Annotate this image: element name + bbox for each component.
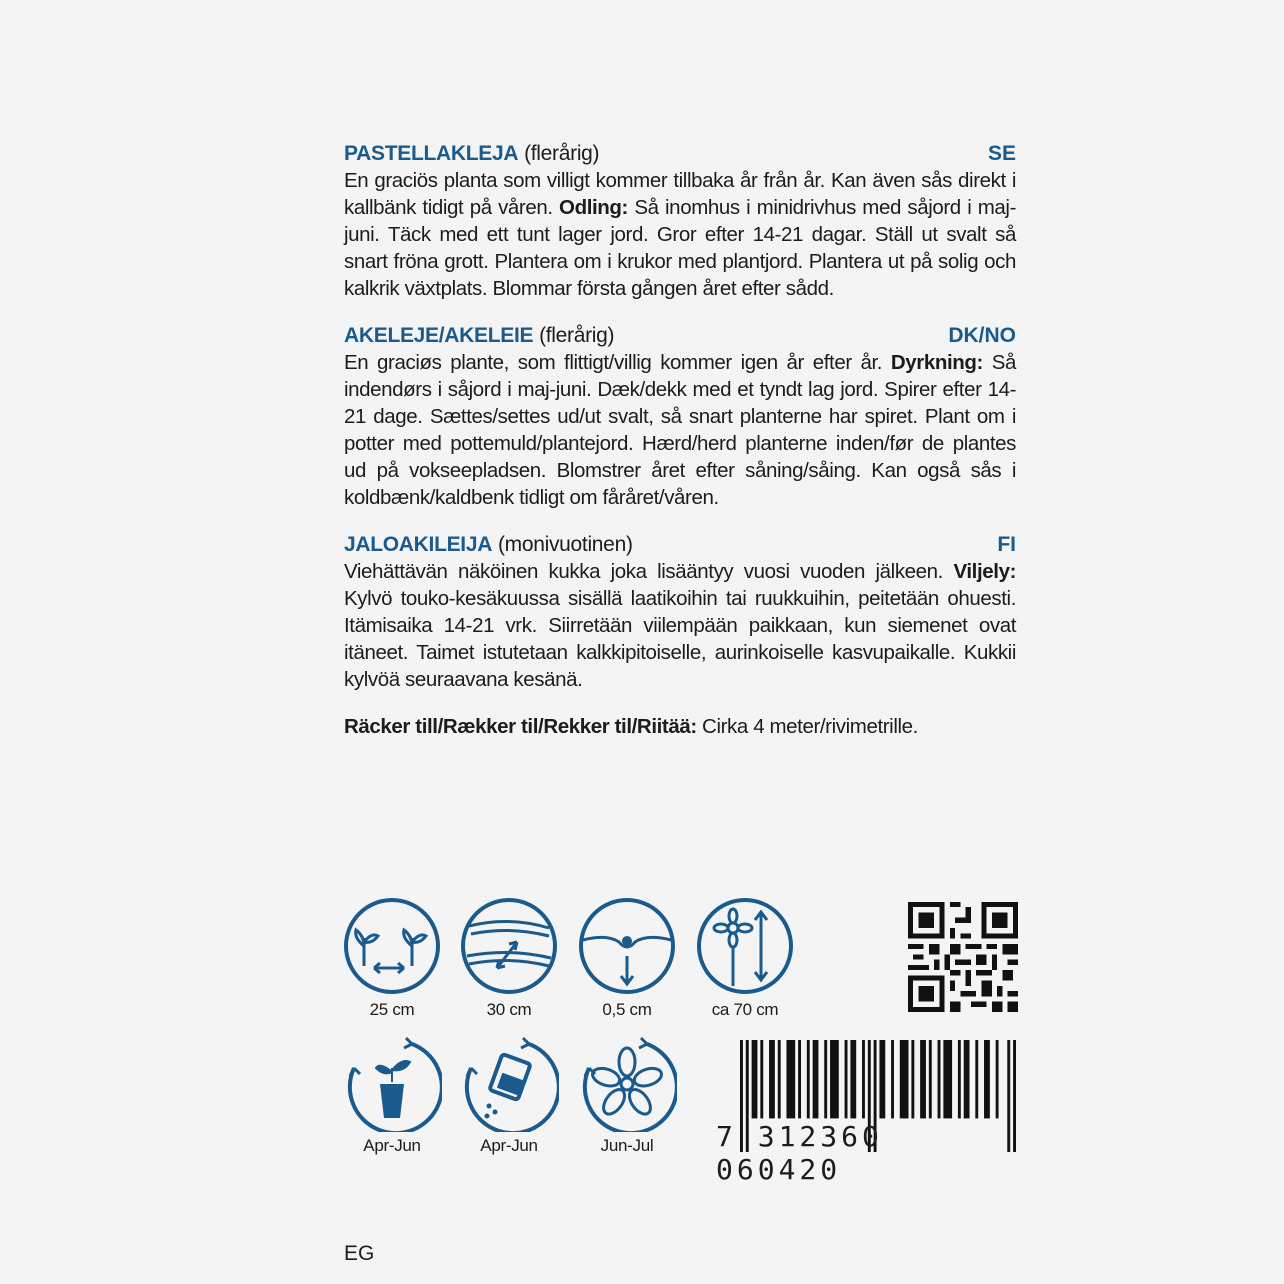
section-fi (344, 531, 1016, 693)
body-text: En graciös planta som villigt kommer tillbaka år från år. Kan även sås direkt i kallbänk tidigt på våren. (344, 169, 1016, 219)
row-spacing-icon-block (459, 896, 559, 1020)
sow-outdoors-label: Apr-Jun (480, 1136, 538, 1155)
qr-code (908, 902, 1018, 1012)
flowering-icon (577, 1032, 677, 1132)
plant-spacing-icon (342, 896, 442, 996)
sow-indoors-label: Apr-Jun (363, 1136, 421, 1155)
yield-line (344, 713, 1016, 740)
section-dk-no (344, 322, 1016, 511)
sow-indoors-icon (342, 1032, 442, 1132)
plant-subtitle: (monivuotinen) (497, 533, 633, 556)
body-text: Viehättävän näköinen kukka joka lisääntyy vuosi vuoden jälkeen. (344, 560, 954, 583)
section-body (344, 349, 1016, 511)
body-bold: Viljely: (953, 560, 1016, 583)
plant-subtitle: (flerårig) (524, 142, 600, 165)
section-header (344, 531, 1016, 558)
yield-value: Cirka 4 meter/rivimetrille. (696, 715, 918, 738)
flowering-label: Jun-Jul (600, 1136, 654, 1155)
body-bold: Odling: (559, 196, 628, 219)
body-bold: Dyrkning: (890, 351, 983, 374)
plant-height-label: ca 70 cm (711, 1000, 779, 1019)
row-spacing-label: 30 cm (486, 1000, 532, 1019)
plant-name: JALOAKILEIJA (344, 533, 493, 556)
section-header (344, 322, 1016, 349)
section-body (344, 558, 1016, 693)
barcode-number: 7 312360 060420 (716, 1120, 883, 1186)
seed-packet-text (344, 140, 1016, 740)
plant-name: AKELEJE/AKELEIE (344, 324, 534, 347)
section-header (344, 140, 1016, 167)
body-text: Så inomhus i minidrivhus med såjord i maj-juni. Täck med ett tunt lager jord. Gror efter 14-21 dagar. Ställ ut svalt så snart fröna grott. Plantera om i krukor med plantjord. Plantera ut på solig och kalkrik växtplats. Blommar första gången året efter sådd. (344, 196, 1016, 300)
language-code: FI (997, 533, 1016, 556)
plant-subtitle: (flerårig) (539, 324, 615, 347)
plant-spacing-icon-block (342, 896, 442, 1020)
row-spacing-icon (459, 896, 559, 996)
section-body (344, 167, 1016, 302)
sow-outdoors-icon (459, 1032, 559, 1132)
language-code: DK/NO (948, 324, 1016, 347)
plant-spacing-label: 25 cm (369, 1000, 415, 1019)
sowing-depth-icon-block (577, 896, 677, 1020)
footer-code: EG (344, 1242, 375, 1265)
plant-name: PASTELLAKLEJA (344, 142, 519, 165)
sow-outdoors-icon-block (459, 1032, 559, 1156)
sow-indoors-icon-block (342, 1032, 442, 1156)
plant-height-icon (695, 896, 795, 996)
body-text: Kylvö touko-kesäkuussa sisällä laatikoihin tai ruukkuihin, peitetään ohuesti. Itämisaika 14-21 vrk. Siirretään viilempään paikkaan, kun siemenet ovat itäneet. Taimet istutetaan kalkkipitoiselle, aurinkoiselle kasvupaikalle. Kukkii kylvöä seuraavana kesänä. (344, 587, 1016, 691)
sowing-depth-icon (577, 896, 677, 996)
section-se (344, 140, 1016, 302)
flowering-icon-block (577, 1032, 677, 1156)
plant-height-icon-block (695, 896, 795, 1020)
sowing-depth-label: 0,5 cm (602, 1000, 652, 1019)
language-code: SE (987, 142, 1016, 165)
yield-label: Räcker till/Rækker til/Rekker til/Riitää: (344, 715, 697, 738)
body-text: Så indendørs i såjord i maj-juni. Dæk/dekk med et tyndt lag jord. Spirer efter 14-21 dage. Sættes/settes ud/ut svalt, så snart planterne har spiret. Plant om i potter med pottemuld/plantejord. Hærd/herd planterne inden/før de plantes ud på vokseepladsen. Blomstrer året efter såning/såing. Kan også sås i koldbænk/kaldbenk tidligt om fåråret/våren. (344, 351, 1016, 509)
body-text: En graciøs plante, som flittigt/villig kommer igen år efter år. (344, 351, 891, 374)
